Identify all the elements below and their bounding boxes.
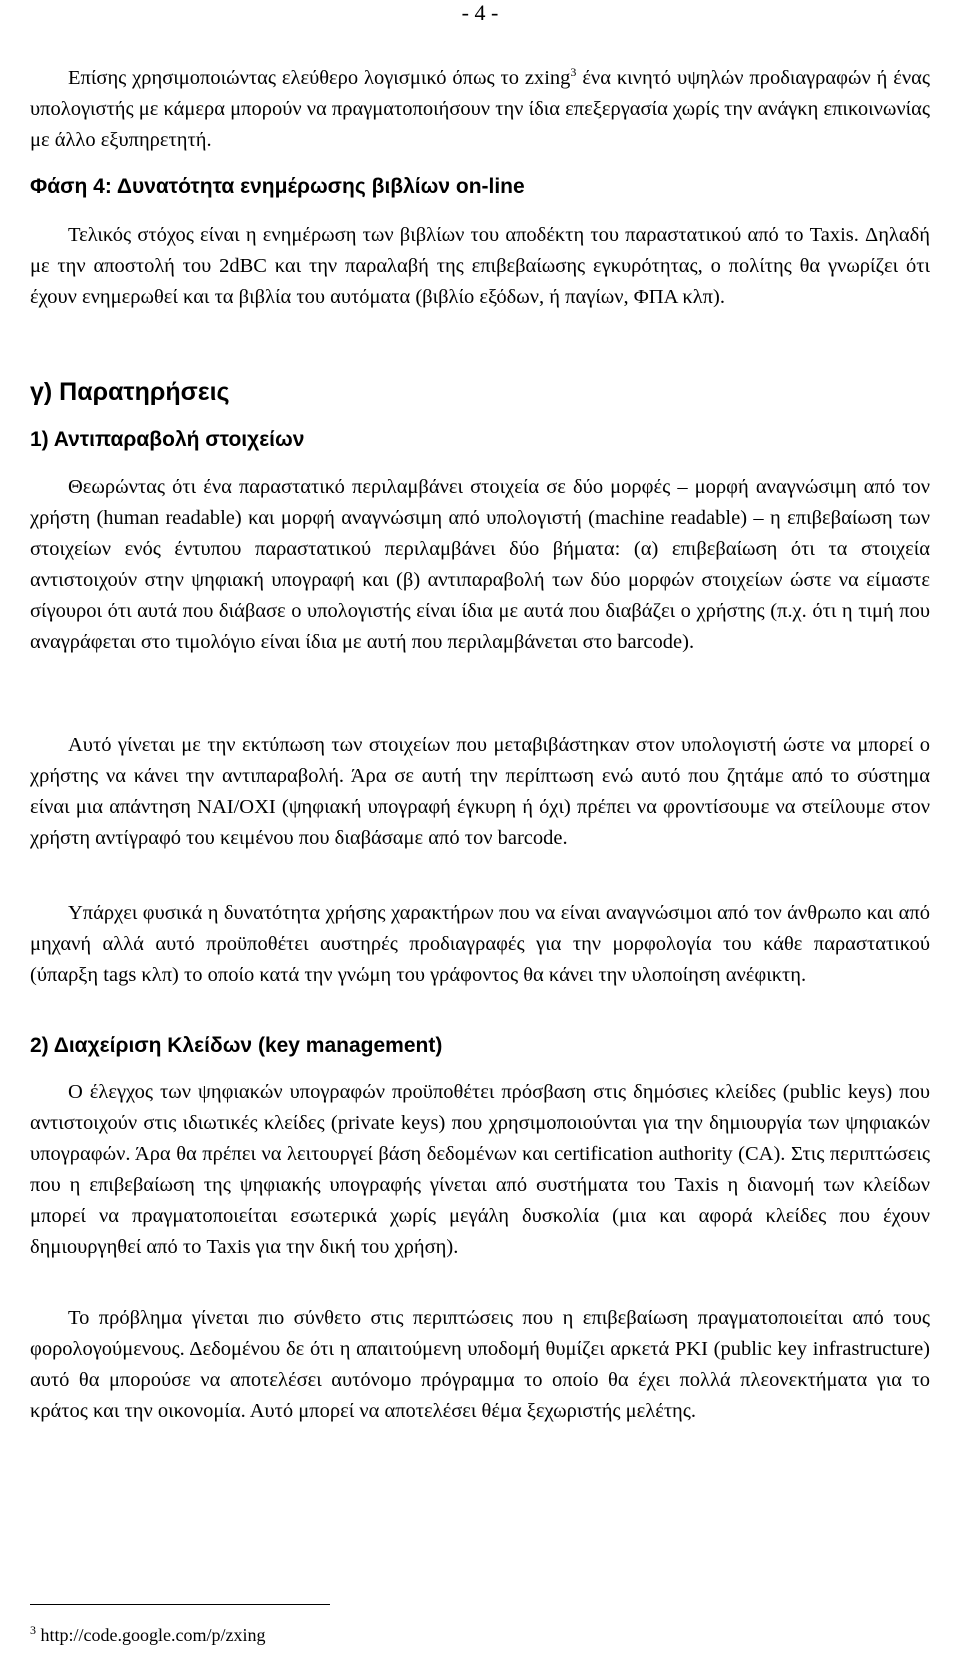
footnote-reference[interactable]: 3 <box>570 65 577 80</box>
intro-text-end: ένα κινητό υψηλών προδιαγραφών ή ένας υπολογιστής με κάμερα μπορούν να πραγματοποιήσουν την ίδια επεξεργασία χωρίς την ανάγκη επικοινωνίας με άλλο εξυπηρετητή. <box>30 67 930 151</box>
phase4-heading: Φάση 4: Δυνατότητα ενημέρωσης βιβλίων on-line <box>30 175 525 198</box>
data-comparison-paragraph-3: Υπάρχει φυσικά η δυνατότητα χρήσης χαρακτήρων που να είναι αναγνώσιμοι από τον άνθρωπο και από μηχανή αλλά αυτό προϋποθέτει αυστηρές προδιαγραφές για την μορφολογία του κάθε παραστατικού (ύπαρξη tags κλπ) το οποίο κατά την γνώμη του γράφοντος θα κάνει την υλοποίηση ανέφικτη. <box>30 902 930 986</box>
footnote <box>30 1623 265 1647</box>
page-number: - 4 - <box>461 0 499 25</box>
subsection-key-management-heading: 2) Διαχείριση Κλείδων (key management) <box>30 1034 443 1057</box>
data-comparison-paragraph-1: Θεωρώντας ότι ένα παραστατικό περιλαμβάνει στοιχεία σε δύο μορφές – μορφή αναγνώσιμη από τον χρήστη (human readable) και μορφή αναγνώσιμη από υπολογιστή (machine readable) – η επιβεβαίωση των στοιχείων ενός έντυπου παραστατικού περιλαμβάνει δύο βήματα: (α) επιβεβαίωση ότι τα στοιχεία αντιστοιχούν στην ψηφιακή υπογραφή και (β) αντιπαραβολή των δύο μορφών στοιχείων ώστε να είμαστε σίγουροι ότι αυτά που διάβασε ο υπολογιστής είναι ίδια με αυτά που διαβάζει ο χρήστης (π.χ. ότι η τιμή που αναγράφεται στο τιμολόγιο είναι ίδια με αυτή που περιλαμβάνεται στο barcode). <box>30 476 930 653</box>
key-management-paragraph-2: Το πρόβλημα γίνεται πιο σύνθετο στις περιπτώσεις που η επιβεβαίωση πραγματοποιείται από τους φορολογούμενους. Δεδομένου δε ότι η απαιτούμενη υποδομή θυμίζει αρκετά PKI (public key infrastructure) αυτό θα μπορούσε να αποτελέσει αυτόνομο πρόγραμμα το οποίο θα έχει πολλά πλεονεκτήματα για το κράτος και την οικονομία. Αυτό μπορεί να αποτελέσει θέμα ξεχωριστής μελέτης. <box>30 1307 930 1422</box>
phase4-paragraph: Τελικός στόχος είναι η ενημέρωση των βιβλίων του αποδέκτη του παραστατικού από το Taxis. Δηλαδή με την αποστολή του 2dBC και την παραλαβή της επιβεβαίωσης εγκυρότητας, ο πολίτης θα γνωρίζει ότι έχουν ενημερωθεί και τα βιβλία του αυτόματα (βιβλίο εξόδων, ή παγίων, ΦΠΑ κλπ). <box>30 224 930 308</box>
subsection-data-comparison-heading: 1) Αντιπαραβολή στοιχείων <box>30 428 305 451</box>
footnote-number: 3 <box>30 1623 36 1637</box>
footnote-link[interactable]: http://code.google.com/p/zxing <box>36 1625 266 1645</box>
section-observations-heading: γ) Παρατηρήσεις <box>30 378 230 406</box>
key-management-paragraph-1: Ο έλεγχος των ψηφιακών υπογραφών προϋποθέτει πρόσβαση στις δημόσιες κλείδες (public keys) που αντιστοιχούν στις ιδιωτικές κλείδες (private keys) που χρησιμοποιούνται για την δημιουργία των ψηφιακών υπογραφών. Άρα θα πρέπει να λειτουργεί βάση δεδομένων και certification authority (CA). Στις περιπτώσεις που η επιβεβαίωση της ψηφιακής υπογραφής γίνεται από συστήματα του Taxis η διανομή των κλείδων μπορεί να πραγματοποιείται εσωτερικά χωρίς μεγάλη δυσκολία (μια και αφορά κλείδες που έχουν δημιουργηθεί από το Taxis για την δική του χρήση). <box>30 1081 930 1258</box>
intro-text-start: Επίσης χρησιμοποιώντας ελεύθερο λογισμικό όπως το zxing <box>68 67 571 89</box>
footnote-separator <box>30 1604 330 1605</box>
intro-paragraph <box>30 63 930 156</box>
data-comparison-paragraph-2: Αυτό γίνεται με την εκτύπωση των στοιχείων που μεταβιβάστηκαν στον υπολογιστή ώστε να μπορεί ο χρήστης να κάνει την αντιπαραβολή. Άρα σε αυτή την περίπτωση ενώ αυτό που ζητάμε από το σύστημα είναι μια απάντηση ΝΑΙ/ΟΧΙ (ψηφιακή υπογραφή έγκυρη ή όχι) πρέπει να φροντίσουμε να στείλουμε στον χρήστη αντίγραφό του κειμένου που διαβάσαμε από τον barcode. <box>30 734 930 849</box>
